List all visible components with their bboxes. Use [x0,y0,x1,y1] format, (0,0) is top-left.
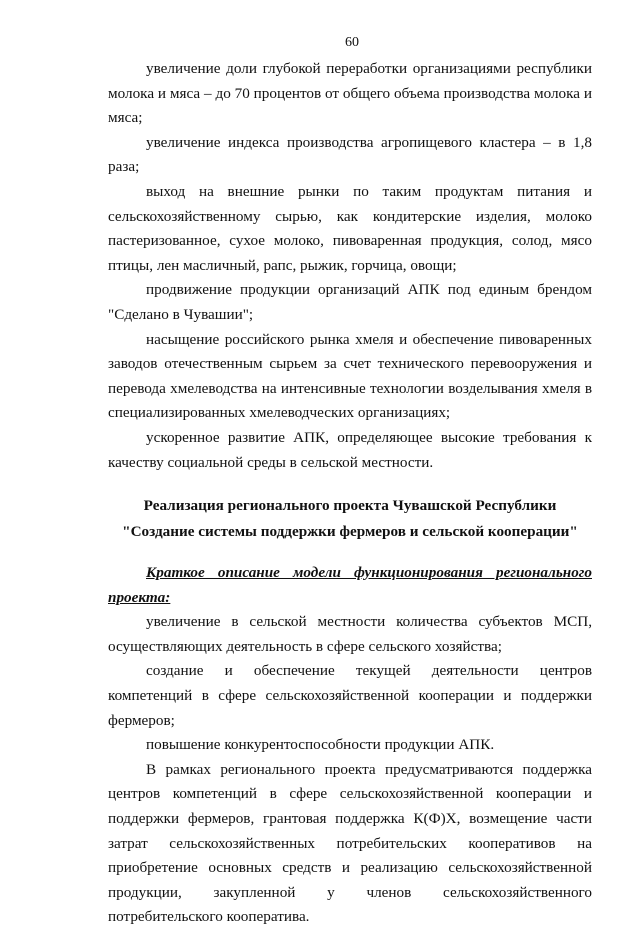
paragraph: увеличение индекса производства агропищевого кластера – в 1,8 раза; [108,133,592,176]
section-heading-line: Реализация регионального проекта Чувашской Республики [143,497,557,515]
section-heading-line: "Создание системы поддержки фермеров и сельской кооперации" [122,523,578,541]
paragraph: увеличение доли глубокой переработки организациями республики молока и мяса – до 70 процентов от общего объема производства молока и мяса; [108,60,592,127]
paragraph: создание и обеспечение текущей деятельности центров компетенций в сфере сельскохозяйственной кооперации и поддержки фермеров; [108,662,592,729]
paragraph: В рамках регионального проекта предусматриваются поддержка центров компетенций в сфере сельскохозяйственной кооперации и поддержки фермеров, грантовая поддержка К(Ф)Х, возмещение части затрат сельскохозяйственных потребительских кооперативов на приобретение основных средств и реализацию сельскохозяйственной продукции, закупленной у членов сельскохозяйственного потребительского кооператива. [108,760,592,926]
paragraph: повышение конкурентоспособности продукции АПК. [146,736,495,754]
paragraph: ускоренное развитие АПК, определяющее высокие требования к качеству социальной среды в сельской местности. [108,428,592,471]
page-number: 60 [345,35,359,50]
paragraph: насыщение российского рынка хмеля и обеспечение пивоваренных заводов отечественным сырьем за счет технического перевооружения и перевода хмелеводства на интенсивные технологии возделывания хмеля в специализированных хмелеводческих организациях; [108,330,592,422]
paragraph: выход на внешние рынки по таким продуктам питания и сельскохозяйственному сырью, как кондитерские изделия, молоко пастеризованное, сухое молоко, пивоваренная продукция, солод, мясо птицы, лен масличный, рапс, рыжик, горчица, овощи; [108,182,592,274]
subsection-heading-text: Краткое описание модели функционирования регионального проекта: [108,564,592,606]
section-heading [108,493,592,545]
paragraph: продвижение продукции организаций АПК под единым брендом "Сделано в Чувашии"; [108,281,592,323]
subsection-heading [108,561,592,610]
paragraph: увеличение в сельской местности количества субъектов МСП, осуществляющих деятельность в сфере сельского хозяйства; [108,613,592,655]
document-page [108,34,592,930]
